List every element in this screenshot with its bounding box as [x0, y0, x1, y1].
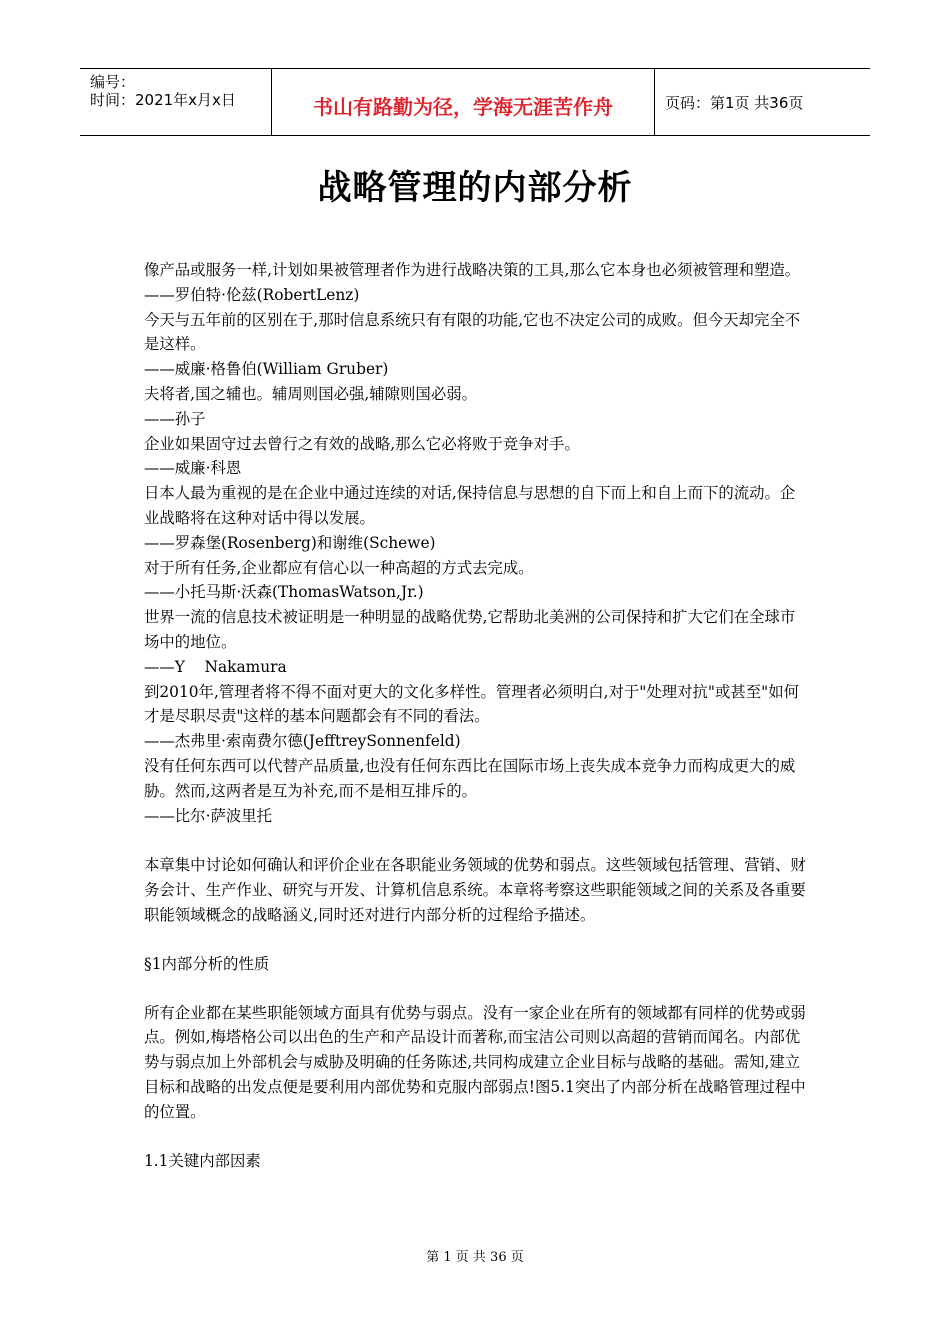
header-motto-cell: [272, 69, 655, 135]
quote-text: 没有任何东西可以代替产品质量,也没有任何东西比在国际市场上丧失成本竞争力而构成更大的威胁。然而,这两者是互为补充,而不是相互排斥的。: [144, 756, 796, 800]
quote-author: ——孙子: [144, 409, 206, 428]
quote-author: ——小托马斯·沃森(ThomasWatson,Jr.): [144, 583, 424, 602]
section-heading: §1内部分析的性质: [144, 954, 270, 973]
quote-author: ——罗伯特·伦兹(RobertLenz): [144, 285, 360, 304]
quote-author: ——威廉·格鲁伯(William Gruber): [144, 360, 389, 379]
subsection-heading: 1.1关键内部因素: [144, 1151, 261, 1170]
header-time-label: 时间：2021年x月x日: [90, 91, 236, 109]
quote-text: 夫将者,国之辅也。辅周则国必强,辅隙则国必弱。: [144, 384, 477, 403]
quote-author: ——杰弗里·索南费尔德(JefftreySonnenfeld): [144, 732, 461, 751]
header-page-info: 页码：第1页 共36页: [665, 94, 804, 112]
quote-text: 到2010年,管理者将不得不面对更大的文化多样性。管理者必须明白,对于"处理对抗"或甚至"如何才是尽职尽责"这样的基本问题都会有不同的看法。: [144, 682, 800, 726]
header-number-label: 编号：: [90, 73, 136, 91]
quote-author: ——比尔·萨波里托: [144, 806, 273, 825]
page-footer: 第 1 页 共 36 页: [426, 1250, 524, 1265]
intro-paragraph: 本章集中讨论如何确认和评价企业在各职能业务领域的优势和弱点。这些领域包括管理、营销、财务会计、生产作业、研究与开发、计算机信息系统。本章将考察这些职能领域之间的关系及各重要职能领域概念的战略涵义,同时还对进行内部分析的过程给予描述。: [144, 856, 806, 924]
quote-author: ——罗森堡(Rosenberg)和谢维(Schewe): [144, 533, 436, 552]
header-meta-cell: [80, 69, 272, 135]
document-header: [80, 68, 870, 136]
quote-text: 企业如果固守过去曾行之有效的战略,那么它必将败于竞争对手。: [144, 434, 580, 453]
quote-author: ——威廉·科恩: [144, 459, 242, 478]
document-body: [144, 258, 808, 1173]
section-paragraph: 所有企业都在某些职能领域方面具有优势与弱点。没有一家企业在所有的领域都有同样的优势或弱点。例如,梅塔格公司以出色的生产和产品设计而著称,而宝洁公司则以高超的营销而闻名。内部优势与弱点加上外部机会与威胁及明确的任务陈述,共同构成建立企业目标与战略的基础。需知,建立目标和战略的出发点便是要利用内部优势和克服内部弱点!图5.1突出了内部分析在战略管理过程中的位置。: [144, 1003, 806, 1121]
quote-text: 对于所有任务,企业都应有信心以一种高超的方式去完成。: [144, 558, 534, 577]
quote-text: 世界一流的信息技术被证明是一种明显的战略优势,它帮助北美洲的公司保持和扩大它们在全球市场中的地位。: [144, 608, 796, 651]
document-title: 战略管理的内部分析: [317, 168, 633, 208]
quote-author: ——Y Nakamura: [144, 657, 287, 676]
header-page-cell: [655, 69, 870, 135]
header-motto: 书山有路勤为径，学海无涯苦作舟: [313, 95, 613, 119]
quote-text: 像产品或服务一样,计划如果被管理者作为进行战略决策的工具,那么它本身也必须被管理和塑造。: [144, 261, 801, 279]
quote-text: 日本人最为重视的是在企业中通过连续的对话,保持信息与思想的自下而上和自上而下的流动。企业战略将在这种对话中得以发展。: [144, 484, 796, 527]
quote-text: 今天与五年前的区别在于,那时信息系统只有有限的功能,它也不决定公司的成败。但今天却完全不是这样。: [144, 310, 801, 354]
